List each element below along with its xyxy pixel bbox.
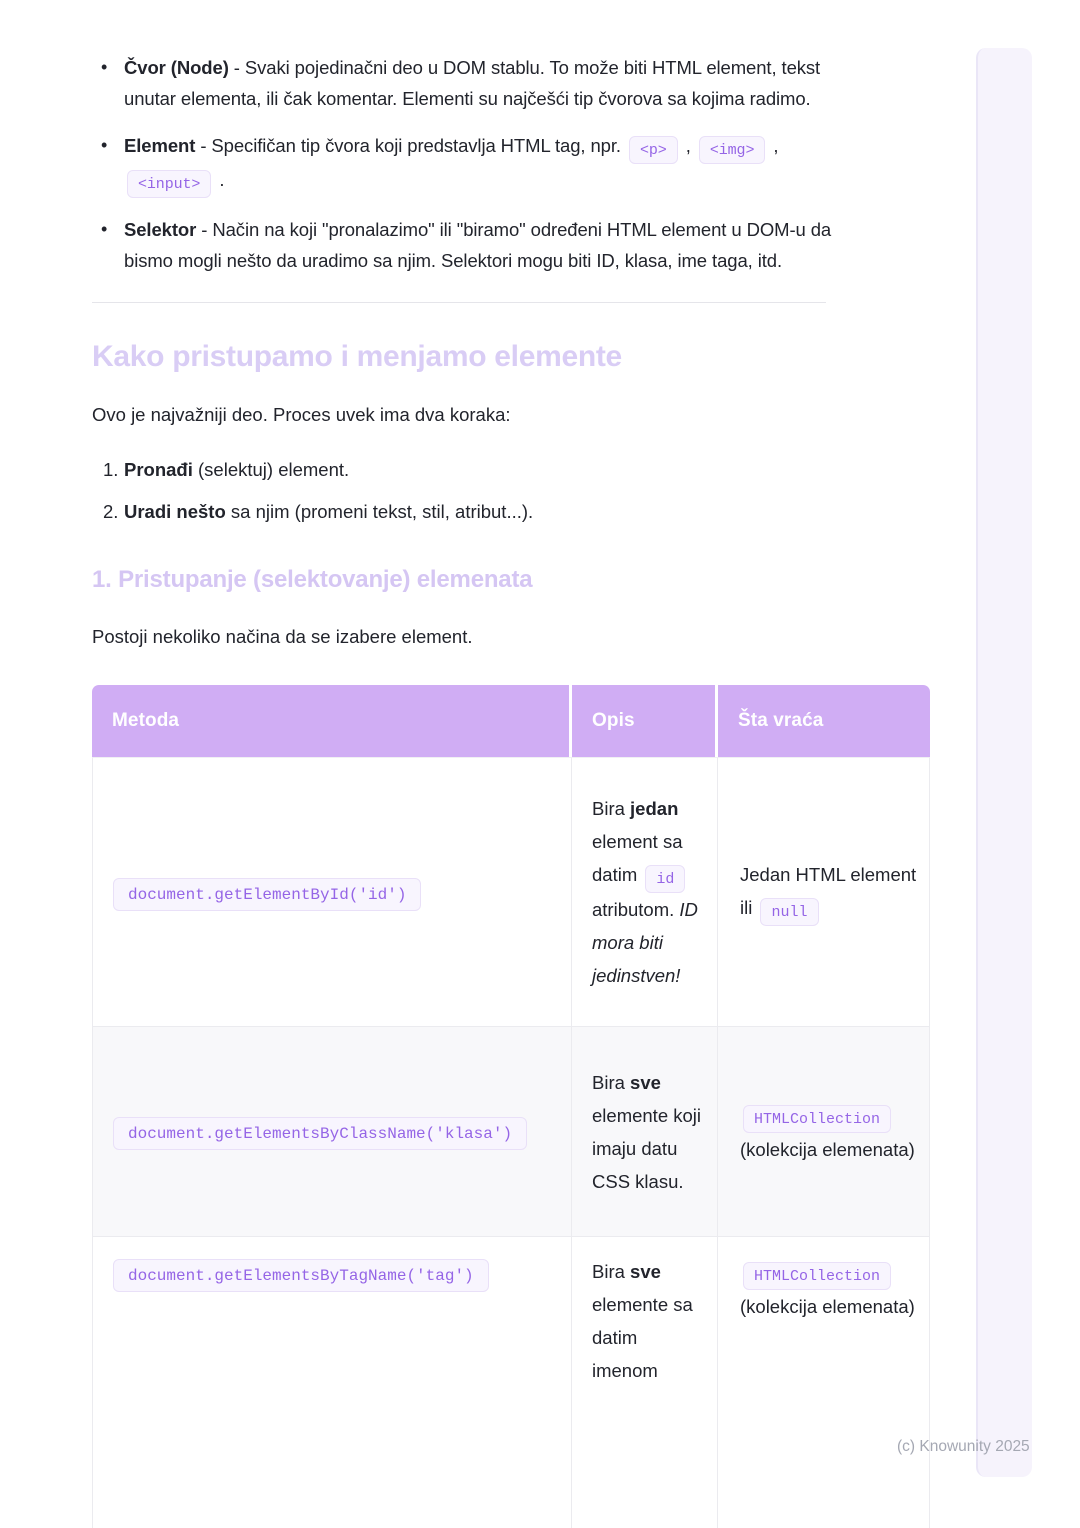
code-chip-null: null (760, 898, 818, 926)
term-label: Čvor (Node) (124, 57, 229, 78)
term-definition: - Specifičan tip čvora koji predstavlja HTML tag, npr. (195, 135, 626, 156)
cell-text: Bira (592, 1071, 631, 1093)
step-item (92, 496, 938, 527)
cell-text: Bira (592, 798, 631, 819)
list-item-element (92, 130, 832, 198)
term-label: Element (124, 135, 196, 156)
term-label: Selektor (124, 219, 197, 240)
code-chip-input-tag: <input> (127, 170, 211, 198)
table-row (92, 757, 930, 1027)
watermark: (c) Knowunity 2025 (897, 1438, 1030, 1455)
cell-text: elemente sa datim imenom (592, 1294, 693, 1381)
bullet-icon: • (101, 57, 108, 77)
step-item (92, 454, 938, 485)
scrollbar-thumb[interactable] (976, 48, 1032, 1477)
code-chip-getelementbyid: document.getElementById('id') (113, 878, 421, 911)
methods-table (92, 685, 930, 1528)
document-page (92, 0, 938, 1528)
cell-text: Jedan HTML element ili (740, 864, 917, 918)
step-number: 1. (103, 459, 119, 480)
step-bold: Pronađi (124, 459, 193, 480)
cell-returns (718, 1237, 930, 1528)
step-text: sa njim (promeni tekst, stil, atribut...). (225, 501, 534, 522)
cell-text: element sa datim (592, 831, 683, 885)
cell-text: Bira (592, 1261, 631, 1282)
separator-text: , (768, 135, 779, 156)
code-chip-id: id (645, 865, 685, 893)
cell-text: (kolekcija elemenata) (740, 1296, 915, 1317)
step-bold: Uradi nešto (124, 501, 226, 522)
definition-list (92, 52, 938, 276)
list-item-cvor (92, 52, 832, 114)
bullet-icon: • (101, 135, 108, 155)
cell-text-bold: sve (630, 1261, 661, 1282)
code-chip-htmlcollection: HTMLCollection (743, 1105, 891, 1133)
section-divider (92, 302, 826, 303)
column-header-sta-vraca: Šta vraća (718, 685, 930, 757)
cell-method (92, 1027, 572, 1237)
code-chip-htmlcollection: HTMLCollection (743, 1262, 891, 1290)
cell-returns (718, 757, 930, 1027)
column-header-metoda: Metoda (92, 685, 572, 757)
separator-text: , (680, 135, 696, 156)
cell-text: elemente koji imaju datu CSS klasu. (592, 1104, 702, 1192)
code-chip-getelementsbyclassname: document.getElementsByClassName('klasa') (113, 1117, 527, 1150)
table-header (92, 685, 930, 757)
term-definition: - Svaki pojedinačni deo u DOM stablu. To može biti HTML element, tekst unutar elementa, ili čak komentar. Elementi su najčešći tip čvorova sa kojima radimo. (124, 57, 821, 109)
table-row (92, 1027, 930, 1237)
cell-text: (kolekcija elemenata) (740, 1138, 915, 1160)
bullet-icon: • (101, 219, 108, 239)
section-title: Kako pristupamo i menjamo elemente (92, 340, 622, 373)
code-chip-img-tag: <img> (699, 136, 766, 164)
cell-text: atributom. (592, 899, 680, 920)
subsection-title: 1. Pristupanje (selektovanje) elemenata (92, 566, 533, 593)
list-item-selektor (92, 214, 832, 276)
cell-method (92, 757, 572, 1027)
code-chip-p-tag: <p> (629, 136, 678, 164)
cell-text-bold: jedan (630, 798, 679, 819)
cell-opis (572, 757, 718, 1027)
table-row (92, 1237, 930, 1528)
step-text: (selektuj) element. (192, 459, 350, 480)
cell-text-italic: ID mora biti jedinstven! (592, 899, 698, 986)
code-chip-getelementsbytagname: document.getElementsByTagName('tag') (113, 1259, 489, 1292)
cell-opis (572, 1027, 718, 1237)
subsection-intro: Postoji nekoliko načina da se izabere element. (92, 626, 473, 647)
cell-returns (718, 1027, 930, 1237)
section-intro: Ovo je najvažniji deo. Proces uvek ima dva koraka: (92, 404, 511, 425)
steps-list (92, 454, 938, 527)
cell-opis (572, 1237, 718, 1528)
period-text: . (214, 169, 225, 190)
cell-text-bold: sve (630, 1071, 661, 1093)
cell-method (92, 1237, 572, 1528)
column-header-opis: Opis (572, 685, 718, 757)
term-definition: - Način na koji "pronalazimo" ili "biramo" određeni HTML element u DOM-u da bismo mogli nešto da uradimo sa njim. Selektori mogu biti ID, klasa, ime taga, itd. (124, 219, 832, 271)
step-number: 2. (103, 501, 119, 522)
